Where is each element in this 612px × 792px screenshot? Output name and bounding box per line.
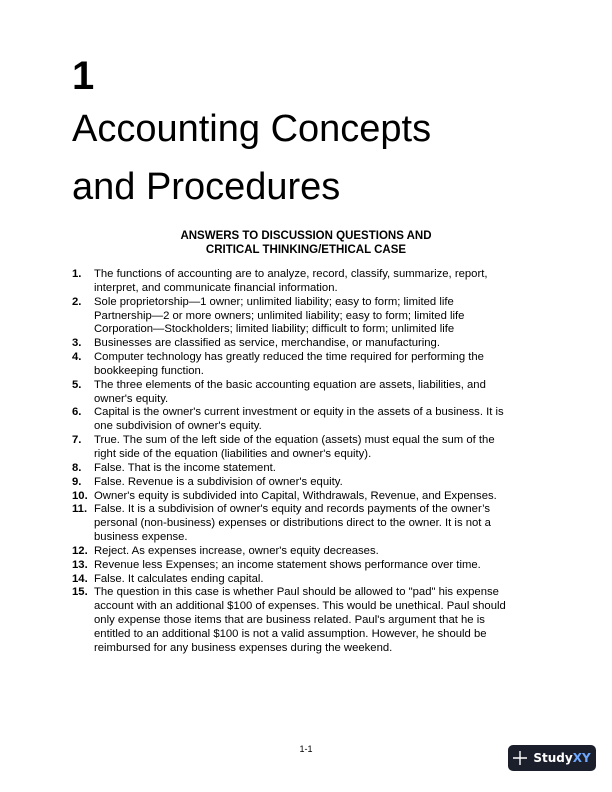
answer-line: Capital is the owner's current investment or equity in the assets of a business. It is	[94, 406, 504, 419]
answer-text	[94, 586, 540, 655]
answer-item	[72, 559, 540, 573]
answer-line: False. It calculates ending capital.	[94, 572, 264, 585]
section-heading	[72, 229, 540, 257]
answer-item	[72, 351, 540, 379]
plus-star-icon	[513, 751, 527, 765]
answer-text	[94, 268, 540, 296]
answer-number: 9.	[72, 475, 82, 488]
answer-text	[94, 406, 540, 434]
answer-number: 8.	[72, 461, 82, 474]
answer-item	[72, 379, 540, 407]
answer-item	[72, 337, 540, 351]
answer-text	[94, 296, 540, 338]
answer-item	[72, 296, 540, 338]
answer-item	[72, 573, 540, 587]
answer-line: False. Revenue is a subdivision of owner's equity.	[94, 475, 343, 488]
answer-line: Sole proprietorship—1 owner; unlimited liability; easy to form; limited life	[94, 295, 454, 308]
answer-line: Businesses are classified as service, merchandise, or manufacturing.	[94, 337, 440, 350]
answer-line: Revenue less Expenses; an income statement shows performance over time.	[94, 558, 481, 571]
answer-text	[94, 476, 540, 490]
answer-line: owner's equity.	[94, 392, 169, 405]
answer-line: The functions of accounting are to analyze, record, classify, summarize, report,	[94, 268, 488, 280]
answer-line: The three elements of the basic accounting equation are assets, liabilities, and	[94, 378, 486, 391]
answer-line: Partnership—2 or more owners; unlimited liability; easy to form; limited life	[94, 309, 465, 322]
answer-line: Computer technology has greatly reduced the time required for performing the	[94, 351, 484, 364]
answer-text	[94, 462, 540, 476]
answer-line: interpret, and communicate financial information.	[94, 281, 338, 294]
chapter-title-line: Accounting Concepts	[72, 108, 432, 150]
answer-line: Owner's equity is subdivided into Capital, Withdrawals, Revenue, and Expenses.	[94, 489, 497, 502]
answer-line: True. The sum of the left side of the equation (assets) must equal the sum of the	[94, 434, 495, 447]
answer-line: Corporation—Stockholders; limited liability; difficult to form; unlimited life	[94, 323, 455, 336]
chapter-title	[72, 100, 552, 216]
answer-line: False. It is a subdivision of owner's equity and records payments of the owner’s	[94, 503, 491, 516]
answer-item	[72, 476, 540, 490]
answer-line: The question in this case is whether Paul should be allowed to "pad" his expense	[94, 586, 499, 599]
badge-text-main: Study	[533, 751, 573, 765]
answer-line: bookkeeping function.	[94, 364, 204, 377]
answer-number: 12.	[72, 544, 88, 557]
section-heading-line: CRITICAL THINKING/ETHICAL CASE	[205, 244, 407, 256]
answer-text	[94, 434, 540, 462]
answer-number: 13.	[72, 558, 88, 571]
answer-item	[72, 490, 540, 504]
badge-text-accent: XY	[572, 751, 591, 765]
answer-item	[72, 268, 540, 296]
answer-item	[72, 545, 540, 559]
answer-line: business expense.	[94, 531, 188, 544]
answer-line: Reject. As expenses increase, owner's equity decreases.	[94, 544, 379, 557]
answer-number: 2.	[72, 295, 82, 308]
answer-number: 4.	[72, 351, 82, 364]
answer-item	[72, 503, 540, 545]
answer-line: entitled to an additional $100 is not a valid assumption. However, he should be	[94, 627, 487, 640]
answer-text	[94, 337, 540, 351]
answer-text	[94, 545, 540, 559]
answer-line: False. That is the income statement.	[94, 461, 276, 474]
answer-item	[72, 406, 540, 434]
studyxy-badge[interactable]	[508, 745, 596, 771]
chapter-title-line: and Procedures	[72, 166, 341, 208]
answer-number: 11.	[72, 503, 88, 516]
answer-number: 5.	[72, 378, 82, 391]
answer-item	[72, 586, 540, 655]
answer-line: reimbursed for any business expenses during the weekend.	[94, 641, 393, 654]
answer-item	[72, 462, 540, 476]
answer-text	[94, 503, 540, 545]
answer-item	[72, 434, 540, 462]
answers-list	[72, 268, 540, 656]
answer-number: 14.	[72, 572, 88, 585]
answer-number: 3.	[72, 337, 82, 350]
answer-line: account with an additional $100 of expenses. This would be unethical. Paul should	[94, 600, 506, 613]
chapter-number: 1	[72, 54, 95, 98]
answer-text	[94, 490, 540, 504]
answer-number: 10.	[72, 489, 88, 502]
answer-text	[94, 379, 540, 407]
answer-line: only expense those items that are business related. Paul's argument that he is	[94, 614, 485, 627]
answer-number: 6.	[72, 406, 82, 419]
section-heading-line: ANSWERS TO DISCUSSION QUESTIONS AND	[180, 230, 432, 242]
answer-line: one subdivision of owner's equity.	[94, 420, 262, 433]
answer-number: 7.	[72, 434, 82, 447]
answer-line: right side of the equation (liabilities and owner's equity).	[94, 447, 372, 460]
answer-number: 1.	[72, 268, 82, 280]
badge-logo-text	[533, 751, 590, 765]
answer-number: 15.	[72, 586, 88, 599]
page-number: 1-1	[299, 744, 313, 754]
answer-text	[94, 351, 540, 379]
answer-line: personal (non-business) expenses or distributions direct to the owner. It is not a	[94, 517, 491, 530]
answer-text	[94, 573, 540, 587]
answer-text	[94, 559, 540, 573]
